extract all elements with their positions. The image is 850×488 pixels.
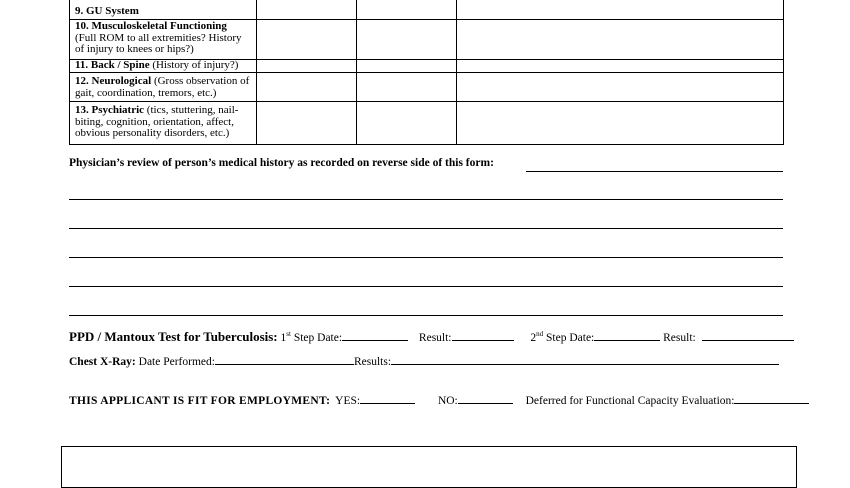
review-line-5[interactable] xyxy=(69,315,783,316)
signature-box[interactable] xyxy=(61,446,797,488)
chest-date-field[interactable] xyxy=(215,354,354,365)
fit-label: THIS APPLICANT IS FIT FOR EMPLOYMENT: xyxy=(69,395,331,407)
chest-xray-label: Chest X-Ray: xyxy=(69,356,136,368)
ppd-step2-date-field[interactable] xyxy=(594,330,660,341)
review-line-2[interactable] xyxy=(69,228,783,229)
review-line-1[interactable] xyxy=(69,199,783,200)
ppd-row: PPD / Mantoux Test for Tuberculosis: 1st Step Date: Result: 2nd Step Date: Result: xyxy=(69,329,794,345)
table-row-neurological: 12. Neurological (Gross observation of gait, coordination, tremors, etc.) xyxy=(75,75,250,99)
table-row-gu-system: 9. GU System xyxy=(75,5,139,17)
review-line-4[interactable] xyxy=(69,286,783,287)
ppd-step1-date-field[interactable] xyxy=(342,330,408,341)
table-row-psychiatric: 13. Psychiatric (tics, stuttering, nail-biting, cognition, orientation, affect, obvious personality disorders, etc.) xyxy=(75,104,239,139)
deferred-field[interactable] xyxy=(734,393,809,404)
review-line-3[interactable] xyxy=(69,257,783,258)
chest-results-field[interactable] xyxy=(391,354,779,365)
ppd-label: PPD / Mantoux Test for Tuberculosis: xyxy=(69,329,278,344)
physician-review-field[interactable] xyxy=(526,171,783,172)
fit-yes-field[interactable] xyxy=(360,393,415,404)
ppd-result2-field[interactable] xyxy=(702,330,794,341)
fit-no-field[interactable] xyxy=(458,393,513,404)
physician-review-label: Physician’s review of person’s medical history as recorded on reverse side of this form: xyxy=(69,157,494,169)
fit-row: THIS APPLICANT IS FIT FOR EMPLOYMENT: YES: NO: Deferred for Functional Capacity Evaluation: xyxy=(69,393,809,407)
table-row-back-spine: 11. Back / Spine (History of injury?) xyxy=(75,59,239,71)
ppd-result1-field[interactable] xyxy=(452,330,514,341)
table-row-musculoskeletal: 10. Musculoskeletal Functioning (Full ROM to all extremities? History of injury to knees or hips?) xyxy=(75,20,242,55)
chest-xray-row: Chest X-Ray: Date Performed: Results: xyxy=(69,354,779,368)
